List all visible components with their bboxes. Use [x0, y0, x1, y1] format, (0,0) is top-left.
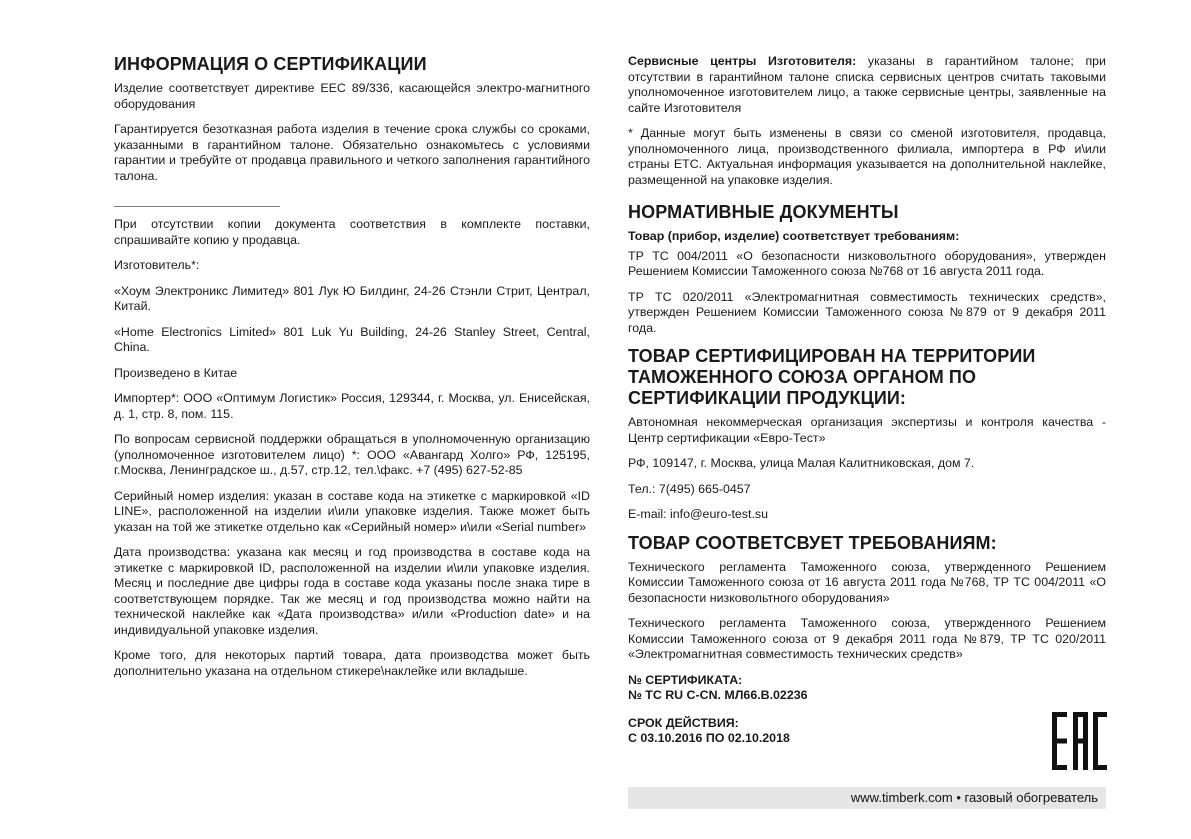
cert-body-phone: Тел.: 7(495) 665-0457: [628, 481, 751, 496]
serial-number-paragraph: Серийный номер изделия: указан в составе кода на этикетке с маркировкой «ID LINE», расположенной на изделии и\или упаковке изделия. Также может быть указан на той же этикетке отдельно как «Серийный номер» и\или «Serial number»: [114, 488, 590, 534]
certificate-number-label: № СЕРТИФИКАТА:: [628, 672, 743, 687]
requirements-title: ТОВАР СООТВЕТСВУЕТ ТРЕБОВАНИЯМ:: [628, 532, 997, 553]
production-date-paragraph: Дата производства: указана как месяц и год производства в составе кода на этикетке с маркировкой ID, расположенной на изделии и\или упаковке изделия. Месяц и последние две цифры года в составе кода указаны после знака тире в соответствующем порядке. Так же месяц и год производства можно найти на технической наклейке как «Дата производства» и/или «Production date» и на индивидуальной упаковке изделия.: [114, 545, 590, 637]
certification-info-title: ИНФОРМАЦИЯ О СЕРТИФИКАЦИИ: [114, 54, 427, 74]
divider: [114, 206, 280, 207]
made-in: Произведено в Китае: [114, 365, 238, 380]
validity-label: СРОК ДЕЙСТВИЯ:: [628, 715, 739, 730]
directive-paragraph: Изделие соответствует директиве EEC 89/336, касающейся электро-магнитного оборудования: [114, 81, 590, 111]
requirements-879: Технического регламента Таможенного союза, утвержденного Решением Комиссии Таможенного союза от 9 декабря 2011 года №879, ТР ТС 020/2011 «Электромагнитная совместимость технических средств»: [628, 616, 1106, 661]
service-centers-paragraph: [628, 54, 1106, 116]
sticker-paragraph: Кроме того, для некоторых партий товара, дата производства может быть дополнительно указана на отдельном стикере\наклейке или вкладыше.: [114, 648, 590, 678]
requirements-768: Технического регламента Таможенного союза, утвержденного Решением Комиссии Таможенного союза от 16 августа 2011 года №768, ТР ТС 004/2011 «О безопасности низковольтного оборудования»: [628, 559, 1106, 605]
certificate-number-value: № TC RU C-CN. МЛ66.В.02236: [628, 688, 808, 702]
footer-text: www.timberk.com • газовый обогреватель: [850, 790, 1098, 805]
eac-mark-icon: [1052, 712, 1107, 770]
importer-paragraph: Импортер*: ООО «Оптимум Логистик» Россия, 129344, г. Москва, ул. Енисейская, д. 1, стр. 8, пом. 115.: [114, 391, 590, 421]
manufacturer-en: «Home Electronics Limited» 801 Luk Yu Building, 24-26 Stanley Street, Central, China.: [114, 324, 590, 354]
warranty-paragraph: Гарантируется безотказная работа изделия в течение срока службы со сроками, указанными в гарантийном талоне. Обязательно ознакомьтесь с условиями гарантии и требуйте от продавца правильного и четкого заполнения гарантийного талона.: [114, 122, 590, 183]
service-centers-text: указаны в гарантийном талоне; при отсутствии в гарантийном талоне списка сервисных центров считать таковыми уполномоченное изготовителем лицо, а также сервисные центры, заявленные на сайте Изготовителя: [628, 54, 1106, 115]
right-column: [628, 54, 1106, 751]
normative-subtitle: Товар (прибор, изделие) соответствует требованиям:: [628, 229, 960, 243]
footer-bar: [628, 787, 1106, 809]
normative-tr-020: ТР ТС 020/2011 «Электромагнитная совместимость технических средств», утвержден Решением Комиссии Таможенного союза №879 от 9 декабря 2011 года.: [628, 289, 1106, 335]
manufacturer-ru: «Хоум Электроникс Лимитед» 801 Лук Ю Билдинг, 24-26 Стэнли Стрит, Централ, Китай.: [114, 283, 590, 313]
cert-body-address: РФ, 109147, г. Москва, улица Малая Калитниковская, дом 7.: [628, 456, 975, 470]
data-change-note: * Данные могут быть изменены в связи со сменой изготовителя, продавца, уполномоченного лица, производственного филиала, импортера в РФ и\или страны ЕТС. Актуальная информация указывается на дополнительной наклейке, размещенной на упаковке изделия.: [628, 126, 1106, 187]
service-centers-label: Сервисные центры Изготовителя:: [628, 54, 857, 68]
left-column: [114, 54, 590, 689]
cert-body-email: E-mail: info@euro-test.su: [628, 507, 768, 521]
service-support-paragraph: По вопросам сервисной поддержки обращаться в уполномоченную организацию (уполномоченное изготовителем лицо) *: ООО «Авангард Холго» РФ, 125195, г.Москва, Ленинградское ш., д.57, стр.12, тел.\факс. +7 (495) 627-52-85: [114, 432, 590, 477]
manufacturer-label: Изготовитель*:: [114, 258, 200, 272]
cert-body-name: Автономная некоммерческая организация экспертизы и контроля качества - Центр сертификации «Евро-Тест»: [628, 415, 1106, 445]
normative-tr-004: ТР ТС 004/2011 «О безопасности низковольтного оборудования», утвержден Решением Комиссии Таможенного союза №768 от 16 августа 2011 года.: [628, 248, 1106, 278]
validity-value: С 03.10.2016 ПО 02.10.2018: [628, 731, 790, 745]
document-copy-paragraph: При отсутствии копии документа соответствия в комплекте поставки, спрашивайте копию у продавца.: [114, 217, 590, 247]
normative-documents-title: НОРМАТИВНЫЕ ДОКУМЕНТЫ: [628, 202, 899, 222]
certified-title: ТОВАР СЕРТИФИЦИРОВАН НА ТЕРРИТОРИИ ТАМОЖЕННОГО СОЮЗА ОРГАНОМ ПО СЕРТИФИКАЦИИ ПРОДУКЦИИ:: [628, 346, 1036, 408]
